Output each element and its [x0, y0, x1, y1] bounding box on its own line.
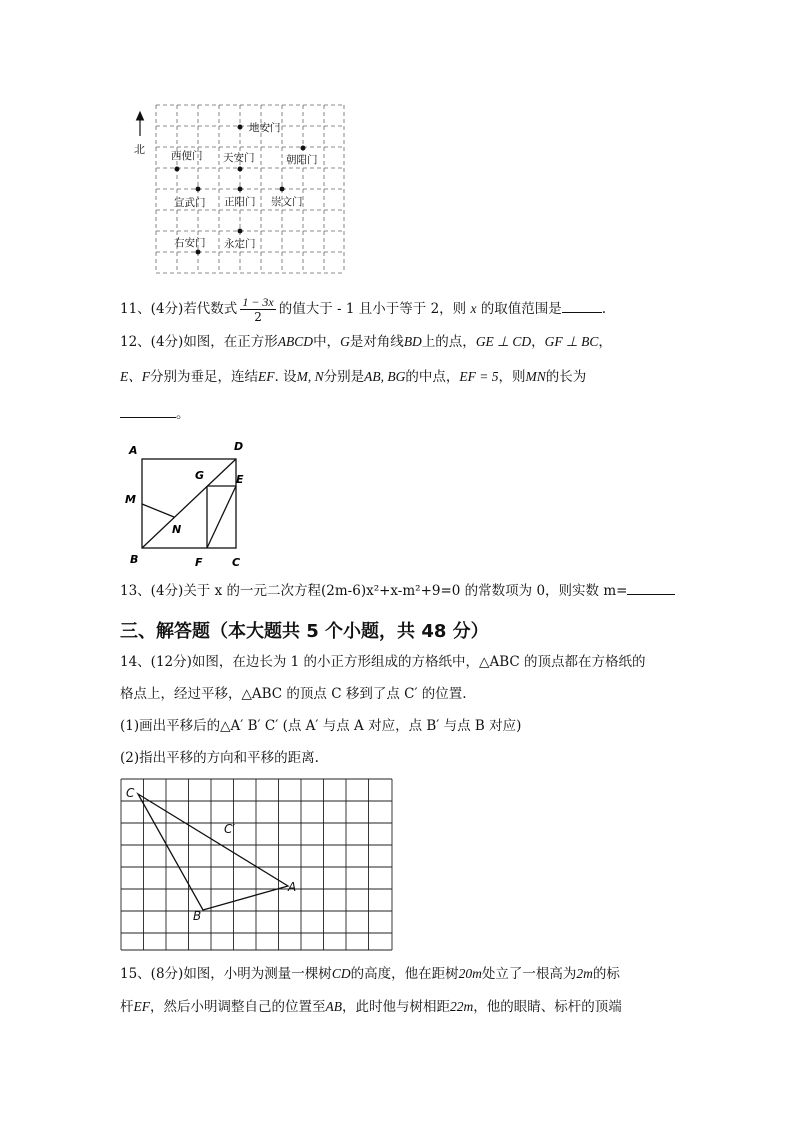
vertex-label-c: C	[232, 556, 241, 569]
question-15-line1: 15、(8分)如图，小明为测量一棵树CD的高度，他在距树20m处立了一根高为2m的标	[120, 966, 620, 982]
gate-dot	[301, 146, 306, 151]
answer-blank[interactable]	[627, 594, 675, 595]
question-14-part2: (2)指出平移的方向和平移的距离.	[120, 750, 319, 766]
vertex-label-a: A	[129, 444, 138, 457]
triangle-abc	[138, 794, 288, 910]
gates-map-figure	[128, 100, 358, 278]
gate-label: 永定门	[224, 238, 256, 250]
question-14-line2: 格点上，经过平移，△ABC 的顶点 C 移到了点 C′ 的位置.	[120, 686, 467, 702]
square-figure	[120, 435, 260, 571]
fraction: $\frac{1 - 3x}{2}$	[242, 295, 274, 324]
question-number: 15、(8分)	[120, 966, 184, 982]
gate-dot	[280, 187, 285, 192]
question-12-line1: 12、(4分)如图，在正方形ABCD中，G是对角线BD上的点，GE ⊥ CD，GF ⊥ BC，	[120, 334, 612, 350]
question-number: 13、(4分)	[120, 583, 184, 599]
question-number: 12、(4分)	[120, 334, 184, 350]
gate-dot	[238, 125, 243, 130]
question-12-line2: E、F分别为垂足，连结EF. 设M, N分别是AB, BG的中点，EF = 5，则MN的长为	[120, 369, 587, 385]
question-number: 14、(12分)	[120, 654, 192, 670]
gate-dot	[238, 187, 243, 192]
gate-label: 宣武门	[174, 197, 206, 209]
answer-blank[interactable]	[120, 417, 176, 418]
gate-dot	[196, 250, 201, 255]
question-13: 13、(4分)关于 x 的一元二次方程(2m-6)x²+x-m²+9=0 的常数项为 0，则实数 m=	[120, 581, 675, 601]
section-heading: 三、解答题（本大题共 5 个小题，共 48 分）	[120, 621, 489, 642]
question-12-line3: 。	[120, 404, 190, 424]
vertex-label-d: D	[234, 440, 244, 453]
gate-dot	[238, 229, 243, 234]
vertex-label-g: G	[195, 469, 205, 482]
vertex-label-n: N	[172, 523, 182, 536]
vertex-label-b: B	[193, 909, 202, 923]
question-15-line2: 杆EF，然后小明调整自己的位置至AB，此时他与树相距22m，他的眼睛、标杆的顶端	[120, 999, 622, 1015]
north-arrow-icon	[137, 112, 144, 136]
gate-dot	[238, 167, 243, 172]
vertex-label-m: M	[125, 493, 136, 506]
answer-blank[interactable]	[562, 312, 602, 313]
gate-label: 朝阳门	[286, 154, 318, 166]
vertex-label-c: C	[126, 786, 135, 800]
gate-label: 正阳门	[224, 196, 256, 208]
grid-figure	[118, 776, 396, 954]
vertex-label-b: B	[130, 553, 139, 566]
vertex-label-c-prime: C′	[224, 822, 236, 836]
gate-dot	[196, 187, 201, 192]
question-number: 11、(4分)	[120, 301, 184, 317]
question-11: 11、(4分)若代数式 $\frac{1 - 3x}{2}$ 的值大于 - 1 且小于等于 2，则 x 的取值范围是 .	[120, 295, 607, 324]
question-14-line1: 14、(12分)如图，在边长为 1 的小正方形组成的方格纸中，△ABC 的顶点都在方格纸的	[120, 654, 646, 670]
question-14-part1: (1)画出平移后的△A′ B′ C′ (点 A′ 与点 A 对应，点 B′ 与点 B 对应)	[120, 718, 522, 734]
vertex-label-f: F	[195, 556, 203, 569]
vertex-label-a: A	[288, 880, 297, 894]
vertex-label-e: E	[236, 473, 244, 486]
gate-label: 右安门	[174, 237, 206, 249]
gate-label: 崇文门	[271, 196, 303, 208]
gate-label: 西便门	[171, 150, 203, 162]
gate-label: 天安门	[223, 152, 255, 164]
gate-dot	[175, 167, 180, 172]
gate-label: 地安门	[249, 122, 281, 134]
grid-lines	[121, 779, 392, 950]
north-label: 北	[134, 143, 145, 156]
